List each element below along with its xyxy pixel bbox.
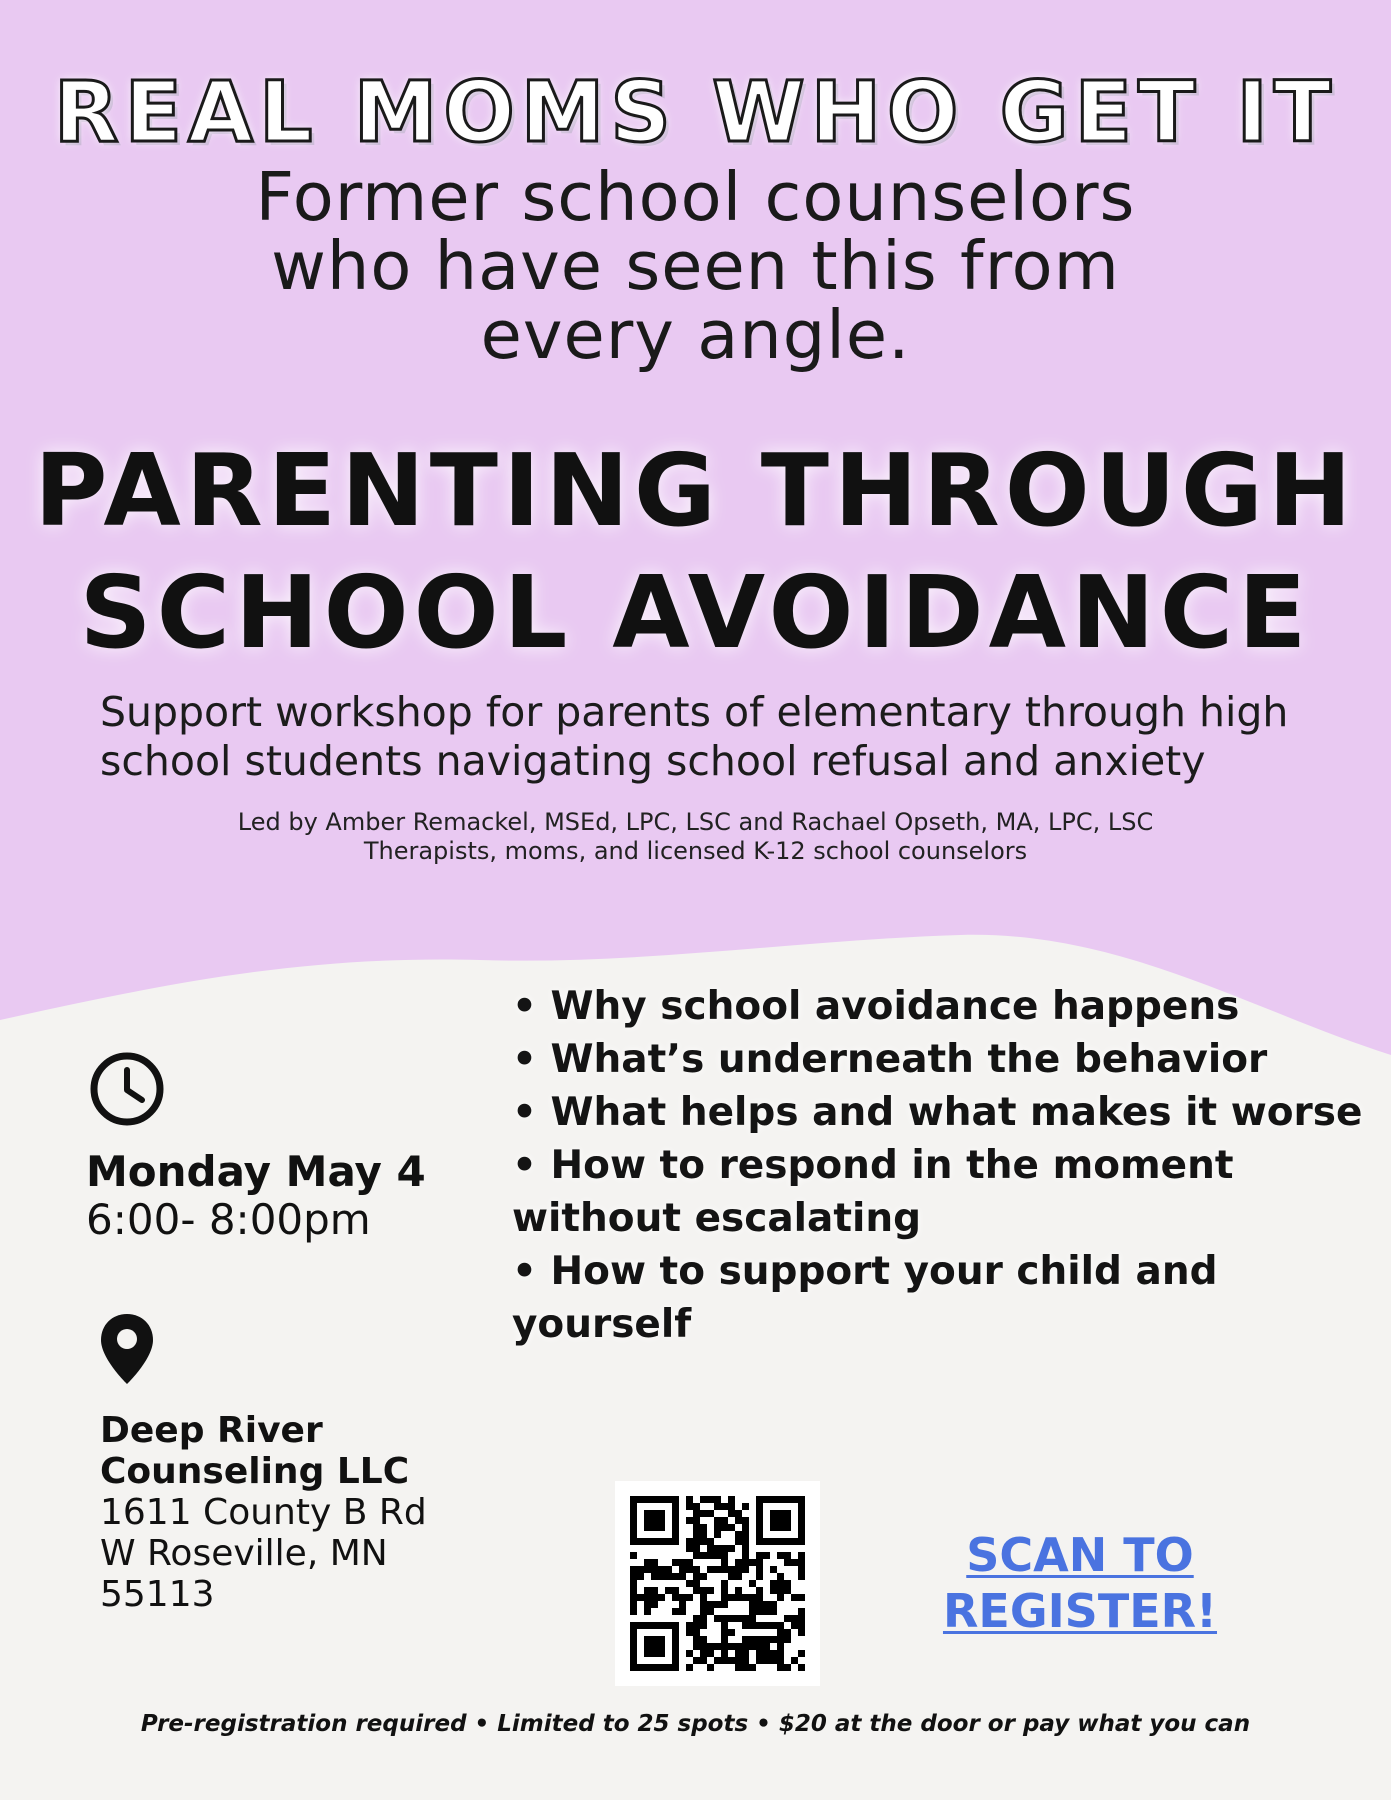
title-line: SCHOOL AVOIDANCE: [79, 554, 1312, 671]
scan-to-register-link[interactable]: [900, 1527, 1260, 1639]
description-line: school students navigating school refusal and anxiety: [100, 737, 1206, 785]
qr-code-icon: [615, 1481, 820, 1686]
topics-list: [512, 980, 1372, 1351]
event-time: 6:00- 8:00pm: [86, 1195, 371, 1244]
topic-item: • Why school avoidance happens: [512, 980, 1372, 1033]
venue-address: [100, 1410, 480, 1615]
cta-line: REGISTER!: [942, 1584, 1218, 1638]
subtitle: [0, 158, 1391, 374]
event-datetime: [86, 1148, 486, 1244]
banner-heading: REAL MOMS WHO GET IT: [53, 63, 1338, 161]
topic-item: • How to respond in the moment without escalating: [512, 1139, 1372, 1245]
workshop-description: [100, 688, 1370, 786]
topic-item: • What’s underneath the behavior: [512, 1033, 1372, 1086]
registration-qr-code[interactable]: [615, 1481, 820, 1686]
address-line: 1611 County B Rd: [100, 1492, 427, 1533]
credits-line: Led by Amber Remackel, MSEd, LPC, LSC and Rachael Opseth, MA, LPC, LSC: [237, 808, 1154, 836]
registration-footer: Pre-registration required • Limited to 25 spots • $20 at the door or pay what you can: [140, 1711, 1251, 1737]
credits-line: Therapists, moms, and licensed K-12 school counselors: [363, 837, 1028, 865]
clock-icon: [88, 1050, 166, 1128]
subtitle-line: Former school counselors: [255, 158, 1136, 236]
event-day: Monday May 4: [86, 1147, 426, 1196]
description-line: Support workshop for parents of elementary through high: [100, 688, 1289, 736]
address-line: 55113: [100, 1574, 215, 1615]
location-pin-icon: [99, 1312, 155, 1386]
subtitle-line: every angle.: [480, 296, 911, 374]
facilitator-credits: [0, 808, 1391, 866]
title-line: PARENTING THROUGH: [34, 432, 1357, 549]
main-title: [0, 430, 1391, 674]
subtitle-line: who have seen this from: [271, 227, 1120, 305]
topic-item: • What helps and what makes it worse: [512, 1086, 1372, 1139]
venue-name-line: Deep River: [100, 1410, 323, 1451]
cta-line: SCAN TO: [966, 1528, 1194, 1582]
address-line: W Roseville, MN: [100, 1533, 388, 1574]
topic-item: • How to support your child and yourself: [512, 1245, 1372, 1351]
venue-name-line: Counseling LLC: [100, 1451, 410, 1492]
